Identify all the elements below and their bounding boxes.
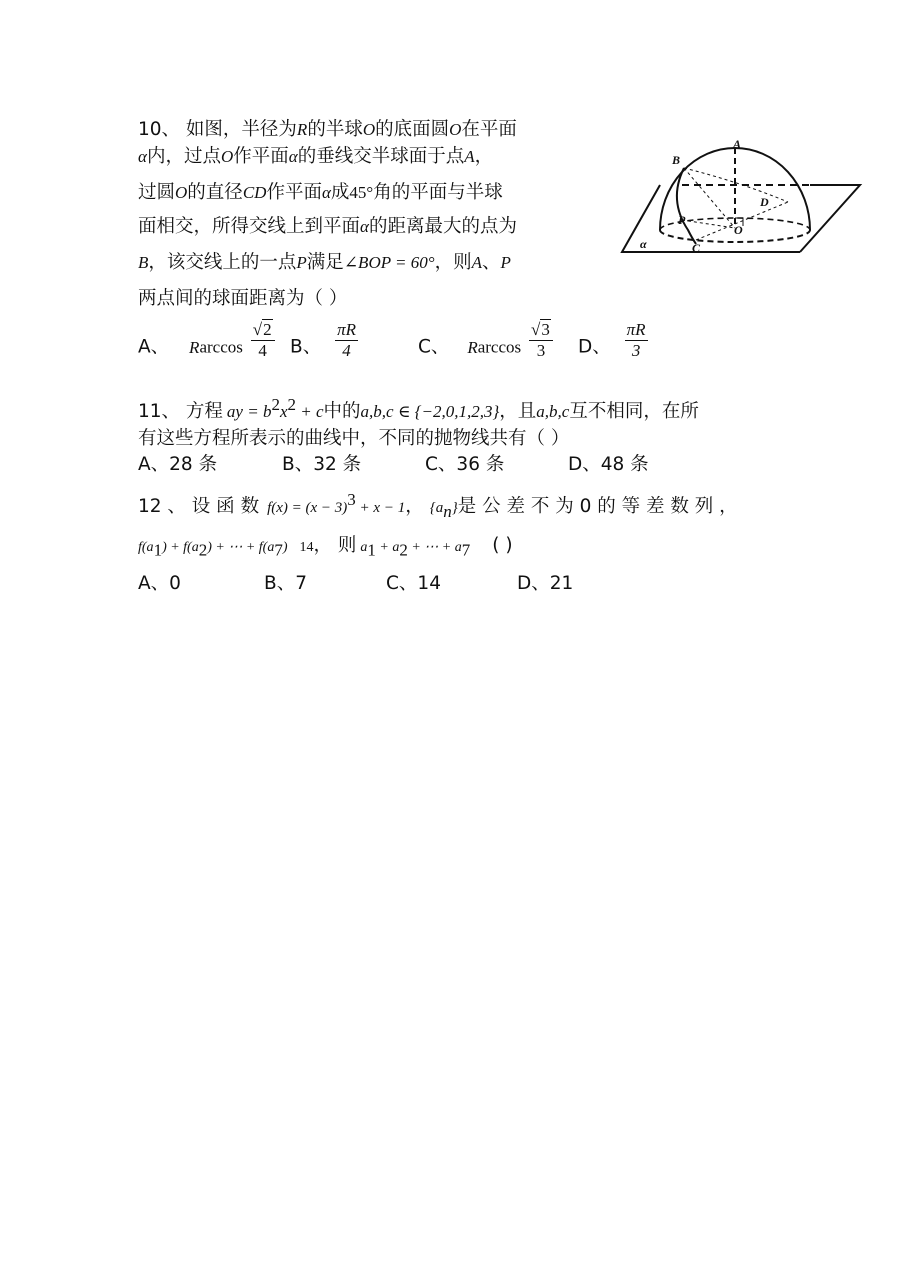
q11-math: a,b,c ∈ {−2,0,1,2,3} — [360, 402, 500, 422]
q10-text: 的半球 — [307, 119, 363, 140]
q10-text: 10、 如图，半径为 — [138, 119, 297, 140]
label-b: B — [672, 153, 681, 167]
q11-option-b[interactable]: B、32 条 — [282, 454, 362, 475]
q12-option-c[interactable]: C、14 — [386, 573, 441, 594]
q11-math: 2 — [271, 395, 280, 414]
q10-text: 内，过点 — [146, 146, 221, 167]
q12-option-d[interactable]: D、21 — [517, 573, 574, 594]
q12-math: + ⋯ + a — [407, 540, 462, 555]
q10-text: 角的平面与半球 — [373, 182, 503, 203]
label-o: O — [734, 223, 743, 237]
q11-math: a,b,c — [536, 402, 570, 422]
q12-math: ) + f(a — [162, 540, 199, 555]
q10-line-5 — [138, 250, 511, 276]
q11-text: 11、 方程 — [138, 401, 223, 423]
q10-math: O — [220, 147, 234, 166]
q12-text: ， — [405, 496, 424, 518]
label-c: C — [692, 241, 701, 255]
q12-math: ) — [282, 540, 288, 555]
q10-math: 45° — [349, 183, 374, 202]
q10-text: ， — [474, 146, 494, 167]
q10-text: ，该交线上的一点 — [148, 252, 297, 273]
q10-math: A — [471, 253, 482, 272]
option-math: arccos — [477, 337, 522, 357]
option-math: arccos — [199, 337, 243, 357]
q12-math: ) + ⋯ + f(a — [207, 540, 275, 555]
fraction-numerator: 3 — [541, 320, 550, 339]
q10-line-3 — [138, 180, 503, 206]
fraction — [625, 320, 648, 361]
hemisphere-figure — [620, 130, 865, 260]
q12-math: f(x) = (x − 3) — [267, 500, 348, 517]
q10-text: 满足 — [306, 252, 344, 273]
q11-option-d[interactable]: D、48 条 — [568, 454, 649, 475]
q10-text: 过圆 — [138, 182, 176, 203]
q11-text: ，且 — [499, 401, 537, 423]
q10-line-6 — [138, 286, 347, 312]
label-d: D — [760, 195, 769, 209]
q12-math: + x − 1 — [355, 500, 406, 517]
q10-math: CD — [242, 183, 267, 202]
q12-text: 12 、 设 函 数 — [138, 496, 260, 518]
q10-text: 、 — [481, 252, 501, 273]
q11-math: x — [279, 402, 288, 422]
q10-math: α — [288, 147, 298, 166]
q11-options — [138, 452, 738, 478]
q10-line-1 — [138, 117, 517, 143]
option-label: B、 — [290, 336, 322, 358]
q12-math: 2 — [399, 540, 408, 560]
fraction — [529, 320, 553, 361]
q10-math: P — [296, 253, 307, 272]
q12-math: 7 — [274, 540, 283, 560]
q12-math: } — [451, 500, 458, 517]
q12-math: 7 — [461, 540, 471, 560]
q10-math: O — [175, 183, 188, 202]
q10-math: O — [362, 120, 376, 139]
q10-text: 成 — [330, 182, 350, 203]
q10-text: 的底面圆 — [375, 119, 450, 140]
option-label: C、 — [418, 336, 450, 358]
q10-text: 两点间的球面距离为（ ） — [138, 288, 348, 309]
label-a: A — [733, 137, 742, 151]
q10-option-a[interactable] — [138, 320, 277, 361]
q11-line-1 — [138, 392, 699, 425]
sqrt-icon: √ — [531, 320, 541, 339]
q12-math: {a — [429, 500, 444, 517]
q11-option-c[interactable]: C、36 条 — [425, 454, 505, 475]
q10-text: 在平面 — [461, 119, 517, 140]
q10-math: α — [138, 147, 147, 166]
label-alpha: α — [640, 237, 647, 251]
q10-text: 面相交，所得交线上到平面 — [138, 216, 361, 237]
q11-line-2 — [138, 426, 569, 452]
q10-option-c[interactable] — [418, 320, 555, 361]
q10-math: ∠BOP = 60° — [343, 253, 435, 272]
q10-text: 的距离最大的点为 — [368, 216, 517, 237]
q11-text: 有这些方程所表示的曲线中，不同的抛物线共有（ ） — [138, 428, 570, 449]
q12-answer-paren: ( ) — [492, 535, 513, 556]
q10-math: α — [360, 217, 369, 236]
q10-options — [138, 320, 738, 374]
q12-text: 是 公 差 不 为 0 的 等 差 数 列 ， — [457, 496, 738, 518]
q12-line-1 — [138, 487, 738, 525]
q10-text: ，则 — [434, 252, 472, 273]
q11-math: ay = b — [226, 402, 272, 422]
option-math: R — [467, 337, 478, 357]
q12-option-b[interactable]: B、7 — [264, 573, 307, 594]
q12-option-a[interactable]: A、0 — [138, 573, 181, 594]
q10-math: A — [464, 147, 475, 166]
fraction-numerator: πR — [337, 320, 356, 339]
q12-math: a — [360, 540, 368, 555]
dashed-line — [682, 220, 735, 228]
q12-math: f(a — [138, 540, 154, 555]
q12-math: 3 — [347, 490, 356, 509]
fraction-numerator: πR — [626, 320, 646, 339]
q11-text: 中的 — [323, 401, 361, 423]
fraction-denominator: 4 — [342, 341, 351, 360]
q10-text: 作平面 — [266, 182, 322, 203]
q12-options — [138, 571, 738, 597]
q11-math: 2 — [287, 395, 296, 414]
q12-text: ， 则 — [313, 535, 357, 556]
q11-option-a[interactable]: A、28 条 — [138, 454, 218, 475]
q10-math: B — [138, 253, 149, 272]
q10-text: 的直径 — [187, 182, 243, 203]
q12-math: + a — [375, 540, 400, 555]
q10-line-4 — [138, 214, 517, 240]
q10-math: α — [321, 183, 331, 202]
fraction-denominator: 3 — [631, 341, 641, 360]
q10-math: O — [449, 120, 462, 139]
q12-math: n — [443, 501, 452, 521]
fraction — [335, 320, 358, 361]
option-label: A、 — [138, 336, 170, 358]
q12-line-2 — [138, 533, 513, 564]
q10-line-2 — [138, 144, 493, 170]
q12-math: 1 — [367, 540, 376, 560]
fraction-denominator: 4 — [258, 341, 267, 360]
q12-math: 1 — [153, 540, 163, 560]
fraction-numerator: 2 — [263, 320, 272, 339]
q10-text: 作平面 — [233, 146, 289, 167]
q10-math: P — [500, 253, 511, 272]
option-math: R — [189, 337, 200, 357]
q11-math: + c — [296, 402, 324, 422]
label-p: P — [678, 213, 686, 227]
sqrt-icon: √ — [252, 320, 263, 339]
q10-text: 的垂线交半球面于点 — [297, 146, 465, 167]
fraction-denominator: 3 — [536, 341, 546, 360]
fraction — [251, 320, 275, 361]
q12-math: 2 — [198, 540, 208, 560]
option-label: D、 — [578, 336, 611, 358]
q11-text: 互不相同，在所 — [569, 401, 699, 423]
q12-math: 14 — [299, 540, 314, 555]
q10-math: R — [296, 120, 308, 139]
